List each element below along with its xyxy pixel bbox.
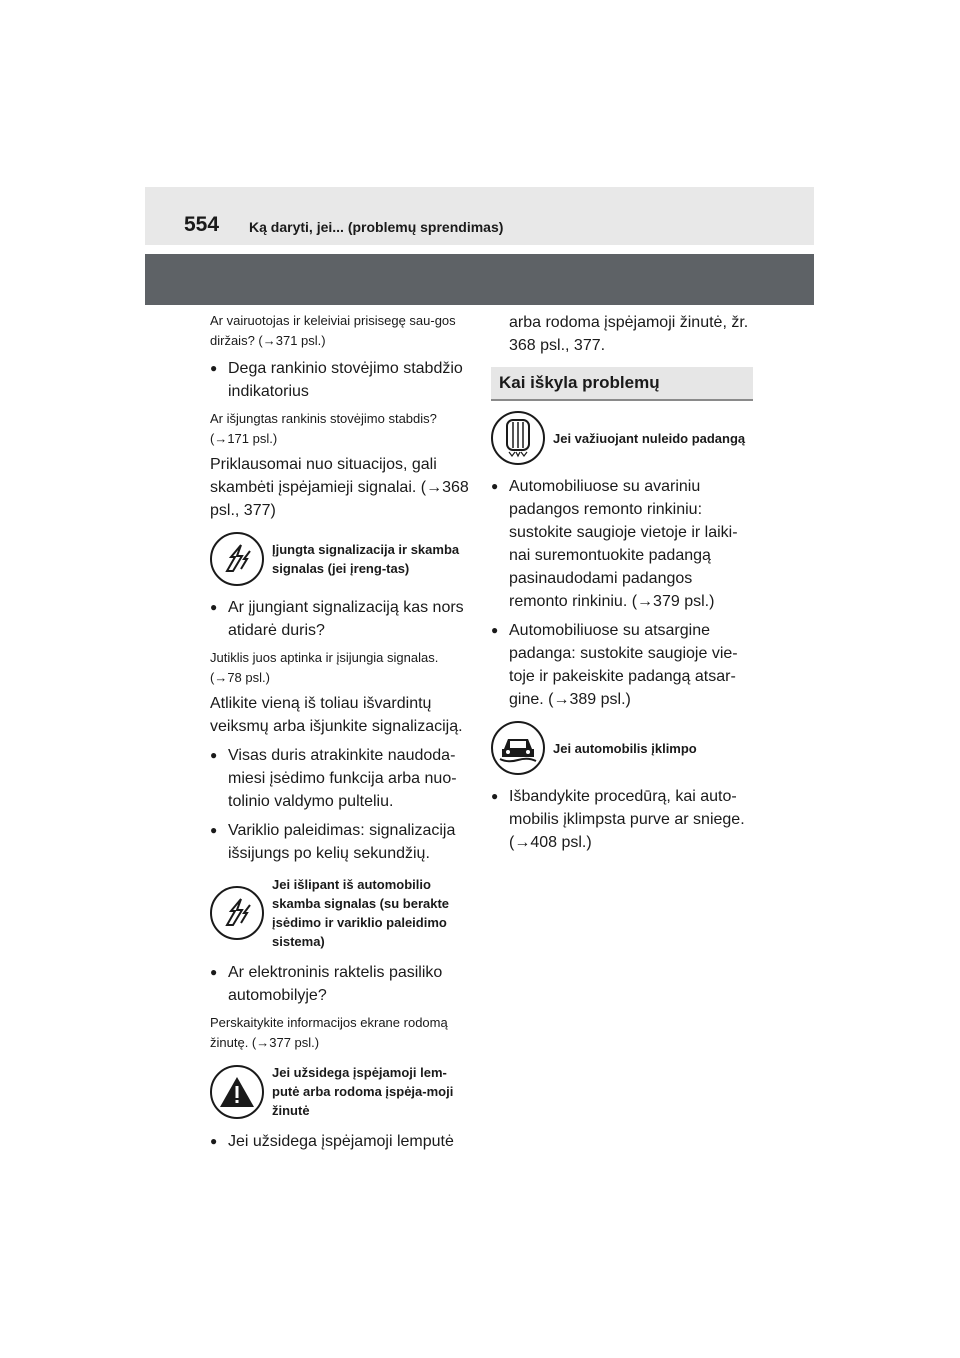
bullet-item: ● Automobiliuose su atsargine padanga: sustokite saugioje vie-toje ir pakeiskite padangą atsar-gine. (→389 psl.) xyxy=(491,619,753,711)
header-title: Ką daryti, jei... (problemų sprendimas) xyxy=(249,219,504,235)
bullet-continuation: arba rodoma įspėjamoji žinutė, žr. 368 psl., 377. xyxy=(509,314,749,354)
section-band xyxy=(145,254,814,305)
bullet-item: ● Automobiliuose su avariniu padangos remonto rinkiniu: sustokite saugioje vietoje ir laiki-nai suremontuokite padangą pasinaudodami padangos remonto rinkiniu. (→379 psl.) xyxy=(491,475,753,613)
paragraph: Ar išjungtas rankinis stovėjimo stabdis? (→171 psl.) xyxy=(210,411,437,446)
paragraph: Perskaitykite informacijos ekrane rodomą žinutę. (→377 psl.) xyxy=(210,1015,448,1050)
stuck-car-icon xyxy=(491,721,545,775)
alarm-icon xyxy=(210,886,264,940)
section-title: Kai iškyla problemų xyxy=(491,367,753,401)
right-column xyxy=(491,311,753,860)
paragraph: Ar vairuotojas ir keleiviai prisisegę sau-gos diržais? (→371 psl.) xyxy=(210,313,456,348)
bullet-item: ● Visas duris atrakinkite naudoda-miesi įsėdimo funkcija arba nuo-tolinio valdymo pulteliu. xyxy=(210,744,470,813)
paragraph: Atlikite vieną iš toliau išvardintų veiksmų arba išjunkite signalizaciją. xyxy=(210,695,463,735)
alarm-row xyxy=(210,532,470,586)
key-alarm-heading: Jei išlipant iš automobilio skamba signalas (su berakte įsėdimo ir variklio paleidimo sistema) xyxy=(272,877,450,949)
header-band xyxy=(145,187,814,245)
flat-tire-heading: Jei važiuojant nuleido padangą xyxy=(553,430,746,446)
flat-tire-icon xyxy=(491,411,545,465)
warning-row xyxy=(210,1063,470,1120)
alarm-heading: Įjungta signalizacija ir skamba signalas (jei įreng-tas) xyxy=(272,542,460,576)
paragraph: Priklausomai nuo situacijos, gali skambėti įspėjamieji signalai. (→368 psl., 377) xyxy=(210,456,469,519)
bullet-item: ● Išbandykite procedūrą, kai auto-mobilis įklimpsta purve ar sniege. (→408 psl.) xyxy=(491,785,753,854)
bullet-item: ● Variklio paleidimas: signalizacija išsijungs po kelių sekundžių. xyxy=(210,819,470,865)
bullet-item: ● Jei užsidega įspėjamoji lemputė xyxy=(210,1130,470,1153)
bullet-item: ● Dega rankinio stovėjimo stabdžio indikatorius xyxy=(210,357,470,403)
bullet-item: ● Ar elektroninis raktelis pasiliko automobilyje? xyxy=(210,961,470,1007)
warning-heading: Jei užsidega įspėjamoji lem-putė arba rodoma įspėja-moji žinutė xyxy=(272,1065,454,1118)
stuck-car-heading: Jei automobilis įklimpo xyxy=(553,740,697,756)
alarm-icon xyxy=(210,532,264,586)
left-column xyxy=(210,311,470,1159)
paragraph: Jutiklis juos aptinka ir įsijungia signalas. (→78 psl.) xyxy=(210,650,439,685)
page-number: 554 xyxy=(184,213,220,236)
key-alarm-row xyxy=(210,875,470,951)
stuck-car-row xyxy=(491,721,753,775)
bullet-item: ● Ar įjungiant signalizaciją kas nors atidarė duris? xyxy=(210,596,470,642)
warning-icon xyxy=(210,1065,264,1119)
flat-tire-row xyxy=(491,411,753,465)
